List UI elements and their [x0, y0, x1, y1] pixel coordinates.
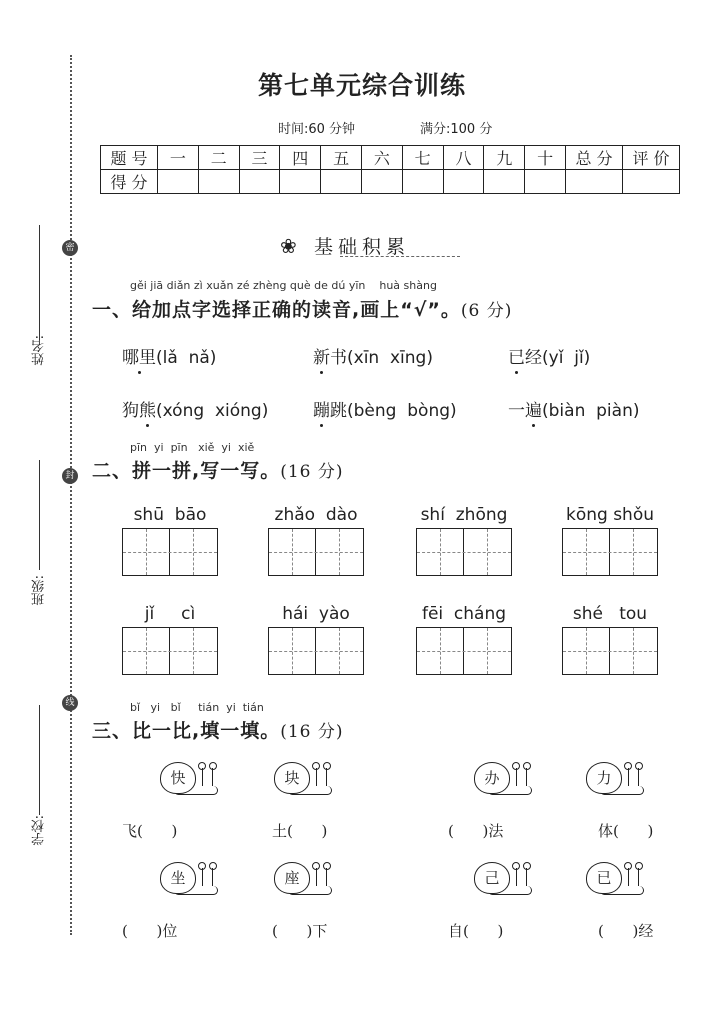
table-cell: 总 分: [566, 146, 623, 170]
writing-grid[interactable]: [562, 528, 658, 576]
q1-options[interactable]: (xīn xīng): [347, 348, 433, 368]
fill-blank[interactable]: ( )经: [598, 922, 654, 940]
writing-grid[interactable]: [416, 627, 512, 675]
score-cell[interactable]: [280, 170, 321, 194]
q1-char: 书: [330, 348, 347, 368]
score-cell[interactable]: [484, 170, 525, 194]
writing-grid[interactable]: [268, 627, 364, 675]
snail-icon: [274, 862, 332, 896]
table-cell: 题 号: [101, 146, 158, 170]
score-cell[interactable]: [321, 170, 362, 194]
q2-number: 二、: [92, 460, 133, 482]
school-label: 学校:: [32, 815, 47, 846]
q1-number: 一、: [92, 299, 133, 321]
writing-grid[interactable]: [122, 627, 218, 675]
q3-pinyin: bǐ yi bǐ tián yi tián: [130, 701, 264, 714]
q1-options[interactable]: (bèng bòng): [347, 401, 457, 421]
section-underline: [340, 256, 460, 257]
word-pinyin: hái yào: [282, 604, 350, 624]
q1-char: 哪: [122, 348, 139, 368]
q1-char: 一: [508, 401, 525, 421]
score-table-header-row: [101, 146, 680, 170]
q1-item: [508, 343, 590, 368]
table-cell: 评 价: [623, 146, 680, 170]
table-cell: 六: [361, 146, 402, 170]
table-cell: 十: [525, 146, 566, 170]
snail-char: 己: [474, 862, 510, 894]
full-score: 满分:100 分: [420, 122, 493, 137]
school-line: [39, 705, 40, 815]
fill-blank[interactable]: 体( ): [598, 822, 654, 840]
section-title-text: 基础积累: [313, 236, 410, 258]
snail-icon: [160, 862, 218, 896]
section-title: [0, 232, 724, 259]
score-cell[interactable]: [402, 170, 443, 194]
q1-char: 狗: [122, 401, 139, 421]
q2-text: 拼一拼,写一写。: [132, 460, 281, 482]
snail-icon: [274, 762, 332, 796]
word-pinyin: shū bāo: [133, 505, 207, 525]
score-cell[interactable]: [566, 170, 623, 194]
snail-icon: [474, 762, 532, 796]
score-cell[interactable]: [361, 170, 402, 194]
snail-char: 办: [474, 762, 510, 794]
q3-text: 比一比,填一填。: [132, 720, 281, 742]
q1-dotted-char: 新: [313, 348, 330, 368]
binding-dotted-line: [70, 55, 72, 935]
score-table: [100, 145, 680, 194]
q2-score: (16 分): [280, 462, 344, 482]
q1-dotted-char: 熊: [139, 401, 156, 421]
table-cell: 四: [280, 146, 321, 170]
table-cell: 得 分: [101, 170, 158, 194]
score-cell[interactable]: [158, 170, 199, 194]
score-cell[interactable]: [239, 170, 280, 194]
snail-icon: [474, 862, 532, 896]
snail-icon: [160, 762, 218, 796]
q1-item: [122, 343, 216, 368]
q1-dotted-char: 已: [508, 348, 525, 368]
q3-heading: [92, 716, 344, 743]
seal-mark-mi: 密: [62, 240, 78, 256]
snail-char: 力: [586, 762, 622, 794]
time-limit: 时间:60 分钟: [278, 122, 356, 137]
fill-blank[interactable]: 土( ): [272, 822, 328, 840]
q3-number: 三、: [92, 720, 133, 742]
q1-score: (6 分): [460, 301, 513, 321]
table-cell: 七: [402, 146, 443, 170]
snail-char: 块: [274, 762, 310, 794]
snail-char: 已: [586, 862, 622, 894]
table-cell: 八: [443, 146, 484, 170]
q1-item: [122, 396, 268, 421]
q1-options[interactable]: (yǐ jǐ): [542, 348, 591, 368]
q1-text: 给加点字选择正确的读音,画上“√”。: [132, 299, 461, 321]
word-pinyin: fēi cháng: [421, 604, 507, 624]
score-cell[interactable]: [525, 170, 566, 194]
class-label: 班级:: [32, 575, 47, 606]
q1-options[interactable]: (biàn piàn): [542, 401, 640, 421]
writing-grid[interactable]: [562, 627, 658, 675]
fill-blank[interactable]: 自( ): [448, 922, 504, 940]
q2-pinyin: pīn yi pīn xiě yi xiě: [130, 441, 255, 454]
word-pinyin: jǐ cì: [144, 604, 196, 624]
snail-char: 坐: [160, 862, 196, 894]
snail-char: 快: [160, 762, 196, 794]
table-cell: 九: [484, 146, 525, 170]
fill-blank[interactable]: ( )法: [448, 822, 504, 840]
word-pinyin: shé tou: [572, 604, 648, 624]
snail-char: 座: [274, 862, 310, 894]
q1-heading: [92, 295, 512, 322]
score-cell[interactable]: [198, 170, 239, 194]
fill-blank[interactable]: ( )下: [272, 922, 328, 940]
seal-mark-xian: 线: [62, 695, 78, 711]
q1-item: [313, 343, 433, 368]
q2-heading: [92, 456, 344, 483]
q1-item: [313, 396, 457, 421]
flower-icon: ❀: [279, 234, 302, 258]
q1-dotted-char: 蹦: [313, 401, 330, 421]
fill-blank[interactable]: 飞( ): [122, 822, 178, 840]
writing-grid[interactable]: [268, 528, 364, 576]
word-pinyin: kōng shǒu: [565, 505, 655, 525]
writing-grid[interactable]: [416, 528, 512, 576]
page-title: 第七单元综合训练: [257, 71, 466, 100]
q1-options[interactable]: (lǎ nǎ): [156, 348, 217, 368]
q1-char: 经: [525, 348, 542, 368]
class-line: [39, 460, 40, 570]
q1-pinyin: gěi jiā diǎn zì xuǎn zé zhèng què de dú yīn huà shàng: [130, 279, 437, 292]
table-cell: 五: [321, 146, 362, 170]
q1-item: [508, 396, 639, 421]
score-cell[interactable]: [443, 170, 484, 194]
name-label: 姓名:: [32, 335, 47, 366]
snail-icon: [586, 762, 644, 796]
word-pinyin: zhǎo dào: [274, 505, 358, 525]
table-cell: 一: [158, 146, 199, 170]
table-cell: 三: [239, 146, 280, 170]
table-cell: 二: [198, 146, 239, 170]
score-table-score-row: [101, 170, 680, 194]
writing-grid[interactable]: [122, 528, 218, 576]
q1-char: 跳: [330, 401, 347, 421]
seal-mark-feng: 封: [62, 468, 78, 484]
q1-char: 里: [139, 348, 156, 368]
q3-score: (16 分): [280, 722, 344, 742]
score-cell[interactable]: [623, 170, 680, 194]
q1-options[interactable]: (xóng xióng): [156, 401, 269, 421]
snail-icon: [586, 862, 644, 896]
q1-dotted-char: 遍: [525, 401, 542, 421]
fill-blank[interactable]: ( )位: [122, 922, 178, 940]
word-pinyin: shí zhōng: [420, 505, 508, 525]
